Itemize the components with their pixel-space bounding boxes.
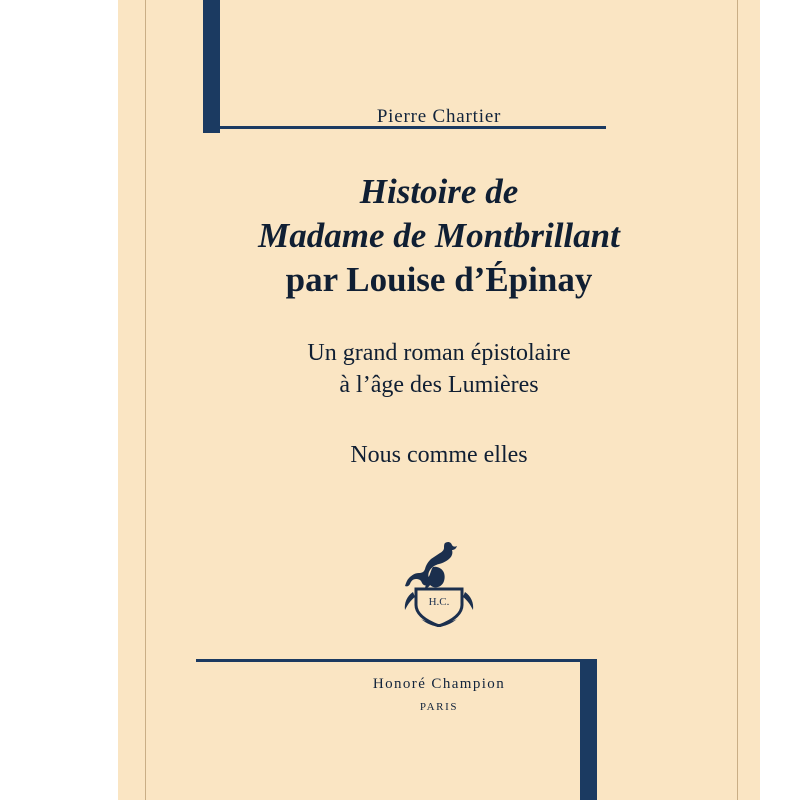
book-subtitle <box>118 337 760 401</box>
cover-content <box>118 0 760 800</box>
svg-text:H.C.: H.C. <box>428 596 450 608</box>
page-margin-right <box>760 0 800 800</box>
subtitle-line-1: Un grand roman épistolaire <box>307 340 571 366</box>
series-label: Nous comme elles <box>350 442 528 468</box>
book-series <box>118 442 760 469</box>
book-cover <box>118 0 760 800</box>
title-line-1: Histoire de <box>359 172 519 211</box>
title-line-2: Madame de Montbrillant <box>258 216 620 255</box>
page-margin-left <box>0 0 118 800</box>
author-name: Pierre Chartier <box>376 106 502 127</box>
book-title <box>118 170 760 302</box>
subtitle-line-2: à l’âge des Lumières <box>339 372 539 398</box>
publisher <box>118 676 760 713</box>
publisher-city: PARIS <box>419 701 459 713</box>
publisher-name: Honoré Champion <box>372 676 506 692</box>
rearing-horse-crest-icon <box>389 537 489 627</box>
title-line-3: par Louise d’Épinay <box>285 260 593 299</box>
